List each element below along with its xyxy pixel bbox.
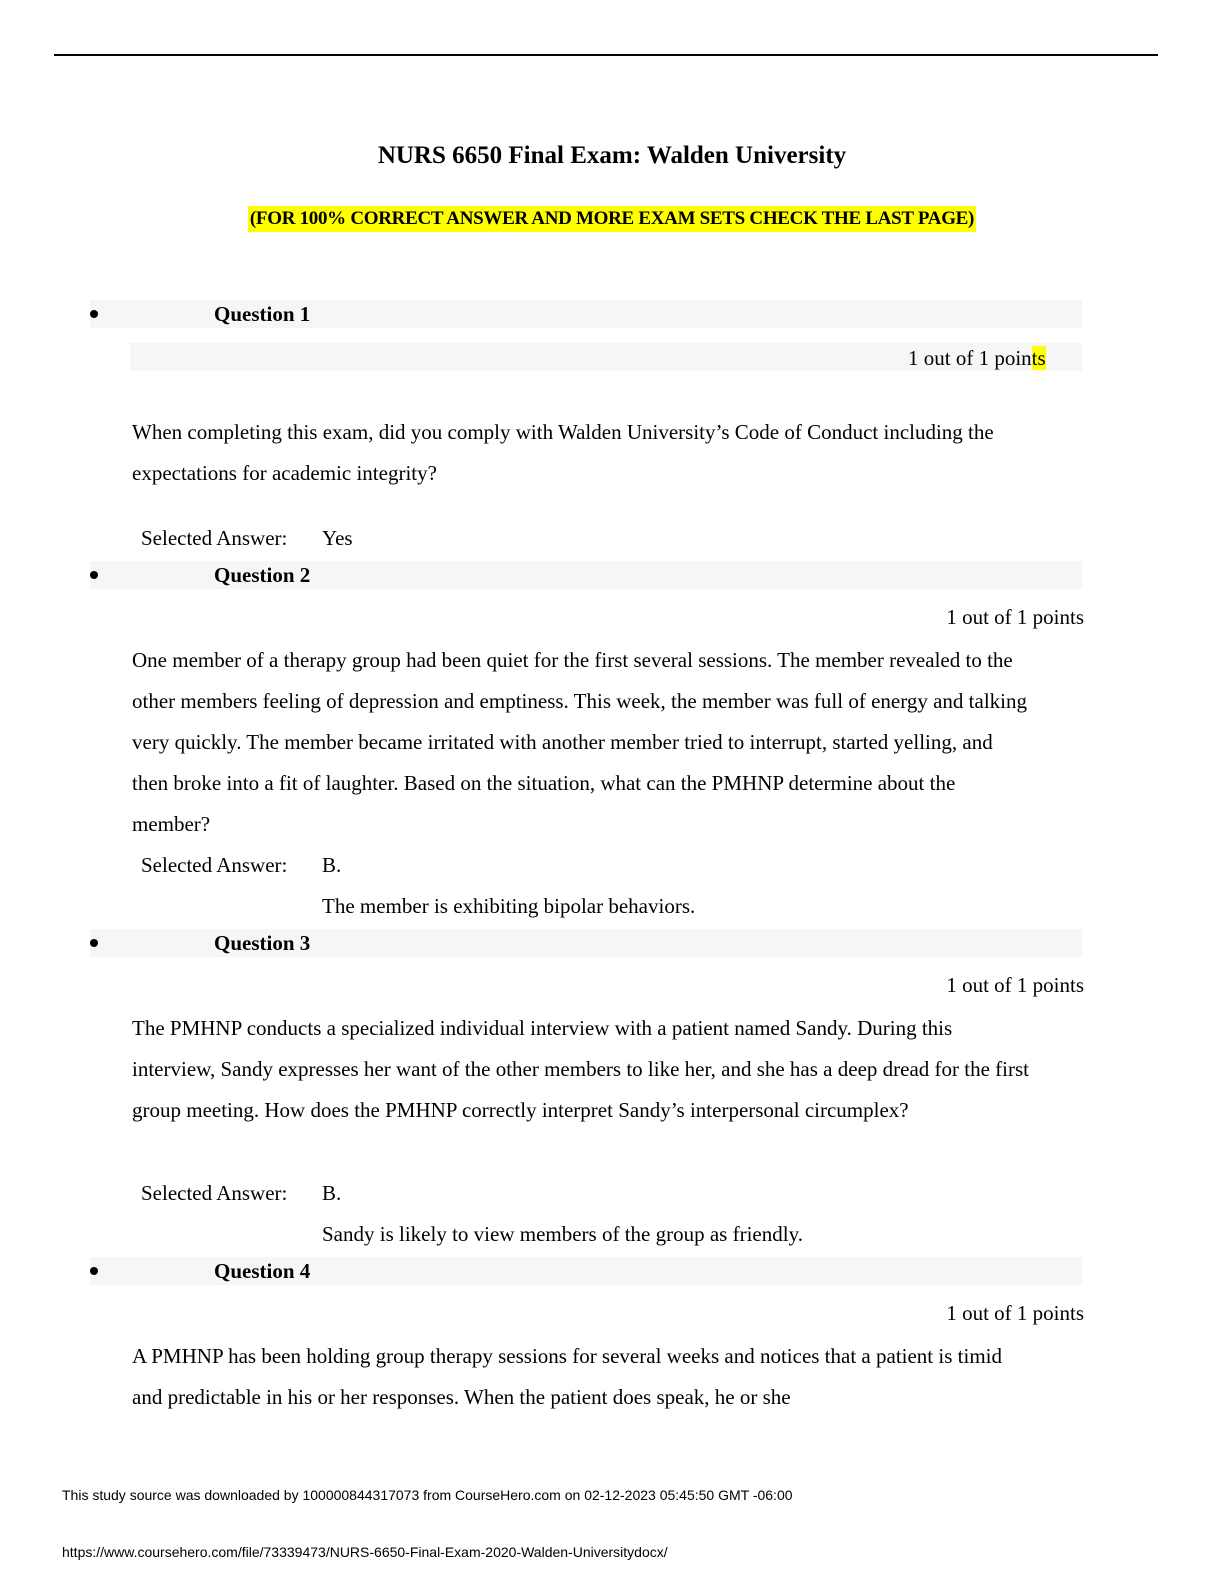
question-points: 1 out of 1 points xyxy=(946,1301,1084,1325)
selected-answer-value: Yes xyxy=(322,526,353,550)
question-title: Question 3 xyxy=(214,931,311,955)
question-text: A PMHNP has been holding group therapy sessions for several weeks and notices that a patient is timid and predictable in his or her responses. When the patient does speak, he or she xyxy=(132,1344,1002,1409)
promo-banner: (FOR 100% CORRECT ANSWER AND MORE EXAM SETS CHECK THE LAST PAGE) xyxy=(248,206,976,232)
selected-answer-label: Selected Answer: xyxy=(141,1181,288,1205)
question-points: 1 out of 1 points xyxy=(946,973,1084,997)
selected-answer-text: Sandy is likely to view members of the group as friendly. xyxy=(322,1222,803,1246)
points-highlight: ts xyxy=(1031,346,1046,370)
footer-source-line: This study source was downloaded by 100000844317073 from CourseHero.com on 02-12-2023 05:45:50 GMT -06:00 xyxy=(62,1487,793,1503)
bullet-icon xyxy=(90,310,98,318)
selected-answer-letter: B. xyxy=(322,1181,342,1205)
question-text: One member of a therapy group had been quiet for the first several sessions. The member revealed to the other members feeling of depression and emptiness. This week, the member was full of energy and talking very quickly. The member became irritated with another member tried to interrupt, started yelling, and then broke into a fit of laughter. Based on the situation, what can the PMHNP determine about the member? xyxy=(132,648,1027,836)
question-text: The PMHNP conducts a specialized individual interview with a patient named Sandy. During this interview, Sandy expresses her want of the other members to like her, and she has a deep dread for the first group meeting. How does the PMHNP correctly interpret Sandy’s interpersonal circumplex? xyxy=(132,1016,1029,1122)
question-text: When completing this exam, did you comply with Walden University’s Code of Conduct including the expectations for academic integrity? xyxy=(132,420,994,485)
selected-answer-label: Selected Answer: xyxy=(141,853,288,877)
selected-answer-letter: B. xyxy=(322,853,342,877)
question-title: Question 1 xyxy=(214,302,311,326)
header-rule xyxy=(54,54,1158,56)
bullet-icon xyxy=(90,939,98,947)
footer-url[interactable]: https://www.coursehero.com/file/73339473/NURS-6650-Final-Exam-2020-Walden-Universitydocx/ xyxy=(62,1544,668,1560)
selected-answer-label: Selected Answer: xyxy=(141,526,288,550)
question-points xyxy=(908,344,1046,372)
question-title: Question 2 xyxy=(214,563,311,587)
bullet-icon xyxy=(90,1267,98,1275)
banner-container xyxy=(0,206,1224,232)
question-points: 1 out of 1 points xyxy=(946,605,1084,629)
bullet-icon xyxy=(90,571,98,579)
selected-answer-text: The member is exhibiting bipolar behaviors. xyxy=(322,894,696,918)
document-title: NURS 6650 Final Exam: Walden University xyxy=(377,142,847,169)
points-text: 1 out of 1 poin xyxy=(908,346,1032,370)
question-title: Question 4 xyxy=(214,1259,311,1283)
